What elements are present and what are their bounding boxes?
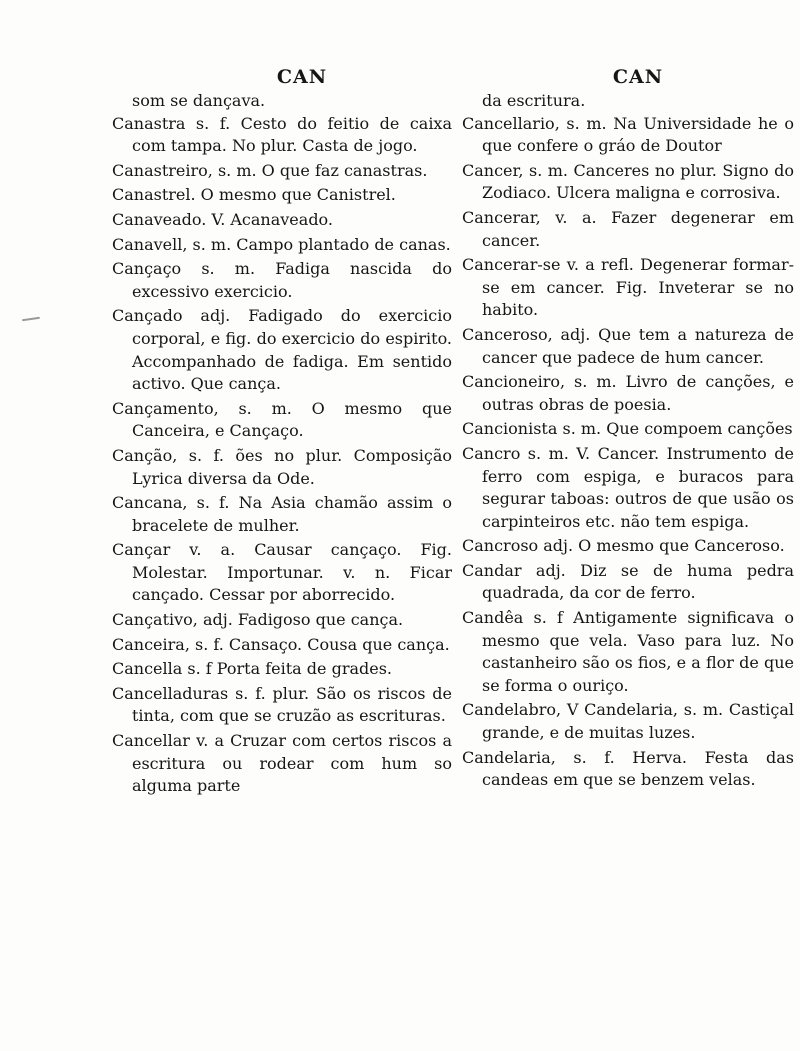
- left-column: [112, 66, 452, 800]
- dictionary-entry: Cancelladuras s. f. plur. São os riscos de tinta, com que se cruzão as escrituras.: [112, 683, 452, 726]
- dictionary-entry: Cancerar-se v. a refl. Degenerar formar-se em cancer. Fig. Inveterar se no habito.: [462, 255, 794, 320]
- dictionary-entry: Cançativo, adj. Fadigoso que cança.: [112, 610, 404, 630]
- dictionary-entry: Cancerar, v. a. Fazer degenerar em cancer.: [462, 207, 794, 250]
- ink-speck: [22, 317, 40, 321]
- dictionary-entry: Cancellar v. a Cruzar com certos riscos a escritura ou rodear com hum so alguma parte: [112, 731, 452, 796]
- dictionary-entry: Cancer, s. m. Canceres no plur. Signo do Zodiaco. Ulcera maligna e corrosiva.: [462, 160, 794, 203]
- dictionary-entry: Cancana, s. f. Na Asia chamão assim o bracelete de mulher.: [112, 493, 452, 535]
- dictionary-entry: Canavell, s. m. Campo plantado de canas.: [112, 234, 451, 254]
- dictionary-entry: Candelaria, s. f. Herva. Festa das candeas em que se benzem velas.: [462, 747, 794, 790]
- left-continuation-line: som se dançava.: [132, 91, 266, 110]
- dictionary-entry: Cançado adj. Fadigado do exercicio corporal, e fig. do exercicio do espirito. Accompanhado de fadiga. Em sentido activo. Que cança.: [112, 306, 452, 394]
- dictionary-entry: Cancella s. f Porta feita de grades.: [112, 659, 393, 679]
- dictionary-entry: Cancellario, s. m. Na Universidade he o que confere o gráo de Doutor: [462, 113, 794, 156]
- dictionary-entry: Cancioneiro, s. m. Livro de canções, e outras obras de poesia.: [462, 372, 794, 414]
- right-column: [462, 66, 794, 794]
- dictionary-entry: Cançamento, s. m. O mesmo que Canceira, e Cançaço.: [112, 398, 452, 441]
- dictionary-entry: Canceira, s. f. Cansaço. Cousa que cança.: [112, 634, 450, 654]
- dictionary-entry: Candêa s. f Antigamente significava o mesmo que vela. Vaso para luz. No castanheiro são os fios, e a flor de que se forma o ouriço.: [462, 608, 794, 695]
- dictionary-entry: Canastreiro, s. m. O que faz canastras.: [112, 160, 428, 180]
- right-running-head: CAN: [612, 66, 664, 88]
- dictionary-entry: Canaveado. V. Acanaveado.: [112, 209, 333, 229]
- dictionary-entry: Canastrel. O mesmo que Canistrel.: [112, 185, 396, 205]
- dictionary-entry: Cançaço s. m. Fadiga nascida do excessivo exercicio.: [112, 259, 452, 301]
- dictionary-entry: Cancroso adj. O mesmo que Canceroso.: [462, 536, 785, 556]
- right-continuation-line: da escritura.: [482, 91, 586, 110]
- column-gutter: [452, 100, 453, 1000]
- dictionary-entry: Canceroso, adj. Que tem a natureza de cancer que padece de hum cancer.: [462, 324, 794, 367]
- left-running-head: CAN: [276, 66, 328, 88]
- dictionary-entry: Canastra s. f. Cesto do feitio de caixa com tampa. No plur. Casta de jogo.: [112, 113, 452, 156]
- dictionary-entry: Canção, s. f. ões no plur. Composição Lyrica diversa da Ode.: [112, 445, 452, 488]
- dictionary-entry: Cancro s. m. V. Cancer. Instrumento de ferro com espiga, e buracos para segurar taboas: outros de que usão os carpinteiros etc. não tem espiga.: [462, 443, 794, 531]
- dictionary-entry: Candar adj. Diz se de huma pedra quadrada, da cor de ferro.: [462, 560, 794, 603]
- dictionary-entry: Cançar v. a. Causar cançaço. Fig. Molestar. Importunar. v. n. Ficar cançado. Cessar por aborrecido.: [112, 540, 452, 605]
- dictionary-entry: Candelabro, V Candelaria, s. m. Castiçal grande, e de muitas luzes.: [462, 700, 794, 743]
- dictionary-entry: Cancionista s. m. Que compoem canções: [462, 419, 793, 439]
